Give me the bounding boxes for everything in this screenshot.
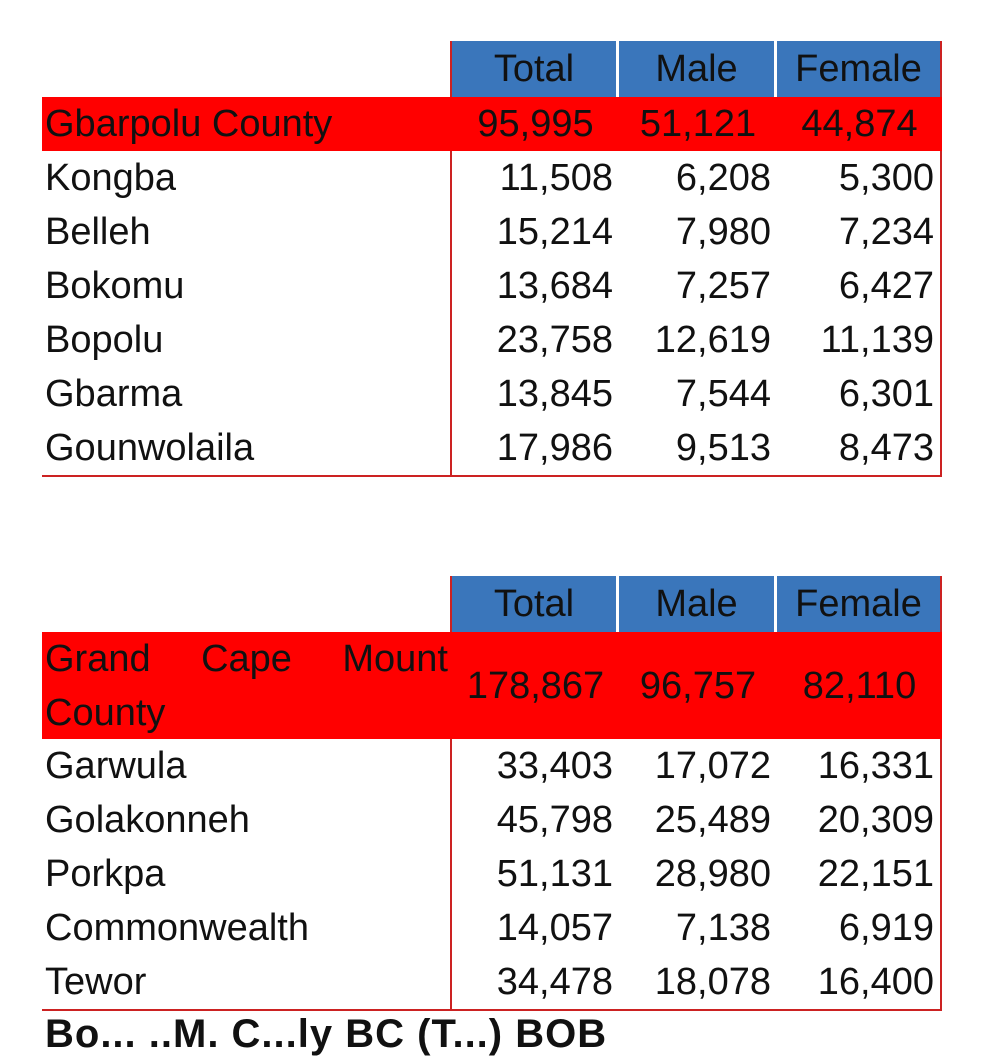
table-row <box>42 205 942 259</box>
county-row-gbarpolu <box>42 97 942 151</box>
district-name: Garwula <box>42 739 452 793</box>
district-total: 51,131 <box>496 853 613 895</box>
district-name: Gbarma <box>42 367 452 421</box>
district-total: 34,478 <box>496 961 613 1003</box>
table-row <box>42 793 942 847</box>
gbarpolu-table <box>42 41 942 477</box>
district-male: 28,980 <box>654 853 771 895</box>
county-female: 82,110 <box>802 664 917 707</box>
district-male: 7,138 <box>675 907 771 949</box>
header-female: Female <box>777 576 942 632</box>
county-name-line1 <box>45 632 452 686</box>
table-header-row <box>42 576 942 632</box>
district-rows <box>42 151 942 477</box>
district-name: Tewor <box>42 955 452 1009</box>
county-word: Cape <box>201 637 292 680</box>
county-male: 96,757 <box>639 664 757 707</box>
district-female: 20,309 <box>777 793 942 847</box>
district-female: 22,151 <box>777 847 942 901</box>
district-female: 8,473 <box>777 421 942 475</box>
district-total: 23,758 <box>496 319 613 361</box>
table-row <box>42 367 942 421</box>
header-spacer <box>42 576 452 632</box>
county-row-grand-cape-mount <box>42 632 942 739</box>
district-male: 7,980 <box>675 211 771 253</box>
district-male: 17,072 <box>654 745 771 787</box>
table-header-row <box>42 41 942 97</box>
table-row <box>42 151 942 205</box>
county-name: Gbarpolu County <box>45 103 333 145</box>
district-male: 25,489 <box>654 799 771 841</box>
county-total: 178,867 <box>466 664 605 707</box>
table-row <box>42 313 942 367</box>
district-total: 15,214 <box>496 211 613 253</box>
table-row <box>42 847 942 901</box>
district-total: 17,986 <box>496 427 613 469</box>
county-female: 44,874 <box>801 103 918 145</box>
district-name: Kongba <box>42 151 452 205</box>
table-row <box>42 259 942 313</box>
county-word: Grand <box>45 637 151 680</box>
district-female: 6,301 <box>777 367 942 421</box>
district-total: 14,057 <box>496 907 613 949</box>
district-male: 9,513 <box>675 427 771 469</box>
district-name: Bokomu <box>42 259 452 313</box>
table-row <box>42 421 942 475</box>
table-row <box>42 901 942 955</box>
county-total: 95,995 <box>477 103 594 145</box>
district-total: 11,508 <box>499 157 613 199</box>
header-total: Total <box>452 41 619 97</box>
grand-cape-mount-table <box>42 576 942 1011</box>
district-female: 5,300 <box>777 151 942 205</box>
district-name: Golakonneh <box>42 793 452 847</box>
county-male: 51,121 <box>639 103 757 145</box>
district-name: Gounwolaila <box>42 421 452 475</box>
county-name <box>42 632 452 739</box>
header-spacer <box>42 41 452 97</box>
header-total: Total <box>452 576 619 632</box>
district-male: 7,257 <box>675 265 771 307</box>
county-name-line2: County <box>45 691 166 734</box>
district-female: 6,919 <box>777 901 942 955</box>
cropped-footer-text: Bo... ..M. C...ly BC (T...) BOB <box>45 1012 608 1056</box>
district-female: 16,331 <box>777 739 942 793</box>
district-female: 11,139 <box>777 313 942 367</box>
district-female: 6,427 <box>777 259 942 313</box>
district-female: 7,234 <box>777 205 942 259</box>
district-total: 13,845 <box>496 373 613 415</box>
header-female: Female <box>777 41 942 97</box>
district-male: 12,619 <box>654 319 771 361</box>
district-total: 45,798 <box>496 799 613 841</box>
header-male: Male <box>619 41 777 97</box>
district-name: Porkpa <box>42 847 452 901</box>
district-name: Belleh <box>42 205 452 259</box>
district-male: 6,208 <box>675 157 771 199</box>
district-name: Commonwealth <box>42 901 452 955</box>
district-female: 16,400 <box>777 955 942 1009</box>
county-word: Mount <box>342 637 448 680</box>
district-total: 33,403 <box>496 745 613 787</box>
district-male: 18,078 <box>654 961 771 1003</box>
district-total: 13,684 <box>496 265 613 307</box>
table-row <box>42 739 942 793</box>
district-male: 7,544 <box>675 373 771 415</box>
table-row <box>42 955 942 1009</box>
header-male: Male <box>619 576 777 632</box>
district-rows <box>42 739 942 1011</box>
district-name: Bopolu <box>42 313 452 367</box>
